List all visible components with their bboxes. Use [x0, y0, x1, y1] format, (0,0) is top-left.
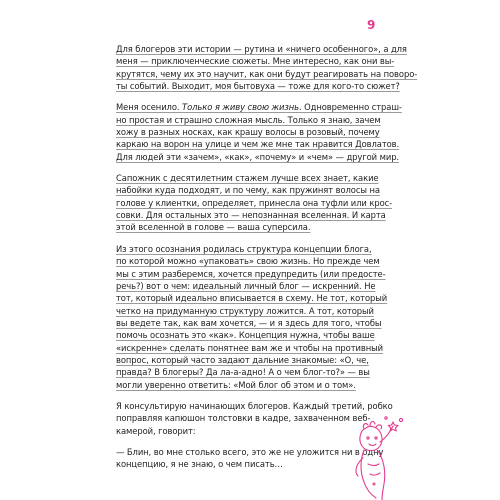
text-line: камерой, говорит: [116, 425, 196, 436]
text-line: Из этого осознания родилась структура концепции блога, [116, 243, 372, 254]
pink-character-doodle-icon [346, 414, 408, 500]
text-line: крутятся, чему их это научит, как они будут реагировать на поворо- [116, 68, 418, 79]
emphasized-text: Только я живу свою жизнь [182, 102, 299, 113]
text-line: — Блин, во мне столько всего, это же не уложится ни в одну [116, 446, 384, 457]
text-line: ты событий. Выходит, моя бытовуха — тоже для кого-то сюжет? [116, 81, 400, 92]
text-line: голове у клиентки, определяет, принесла она туфли или крос- [116, 197, 393, 208]
text-line: каркаю на ворон на улице и чем же мне так нравится Довлатов. [116, 139, 400, 150]
page-number: 9 [367, 18, 376, 32]
text-line: тот, который идеально вписывается в схему. Не тот, который [116, 293, 388, 304]
text-line: вопрос, который часто задают дальние знакомые: «О, че, [116, 354, 369, 365]
text-line: мы с этим разберемся, хочется предупредить (или предосте- [116, 268, 386, 279]
text-line: концепцию, я не знаю, о чем писать… [116, 459, 283, 470]
text-line: Для людей эти «зачем», «как», «почему» и «чем» — другой мир. [116, 151, 400, 162]
text-line: могли уверенно ответить: «Мой блог об этом и о том». [116, 379, 356, 390]
text-line: речь?) вот о чем: идеальный личный блог — искренний. Не [116, 280, 376, 291]
paragraph [116, 43, 418, 92]
text-line: помочь осознать это «как». Концепция нужна, чтобы ваше [116, 330, 375, 341]
text-line: четко на придуманную структуру ложится. А тот, который [116, 305, 374, 316]
text-line: правда? В блогеры? Да ла-а-адно! А о чем блог-то?» — вы [116, 367, 370, 378]
text-line: этой вселенной в голове — ваша суперсила. [116, 222, 311, 233]
text-line: но простая и страшно сложная мысль. Только я знаю, зачем [116, 114, 381, 125]
text-segment: Меня осенило. [116, 102, 183, 113]
text-segment: . Одновременно страш- [298, 102, 402, 113]
paragraph [116, 172, 393, 234]
text-line: поправляя капюшон толстовки в кадре, захваченном веб- [116, 413, 371, 424]
text-line: «искренне» сделать понятнее вам же и чтобы на противный [116, 342, 384, 353]
text-line: Я консультирую начинающих блогеров. Каждый третий, робко [116, 400, 393, 411]
text-line: хожу в разных носках, как крашу волосы в розовый, почему [116, 127, 380, 138]
paragraph [116, 243, 386, 391]
text-line: Сапожник с десятилетним стажем лучше всех знает, какие [116, 173, 379, 184]
paragraph [116, 101, 402, 163]
text-line: совки. Для остальных это — непознанная вселенная. И карта [116, 210, 386, 221]
text-line: Для блогеров эти истории — рутина и «ничего особенного», а для [116, 44, 407, 54]
text-line: вы ведете так, как вам хочется, — и я здесь для того, чтобы [116, 317, 382, 328]
text-line: набойки куда подходят, и по чему, как пружинят волосы на [116, 185, 380, 196]
text-line: по которой можно «упаковать» свою жизнь. Но прежде чем [116, 256, 380, 267]
text-line: меня — приключенческие сюжеты. Мне интересно, как они вы- [116, 56, 395, 67]
text-line [116, 101, 402, 113]
